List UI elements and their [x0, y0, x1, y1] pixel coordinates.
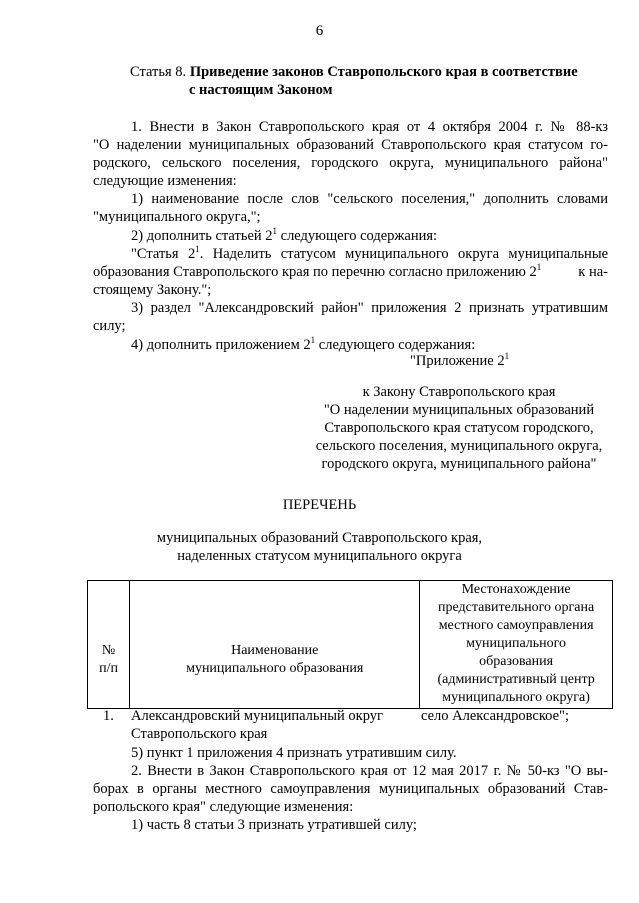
header-location: Местонахождение представительного органа местного самоуправления муниципального образования (административный центр муниципального округа) [437, 582, 595, 705]
superscript: 1 [310, 335, 316, 345]
para1-line: следующие изменения: [93, 173, 237, 189]
header-number: № п/п [99, 643, 119, 676]
table-row-number: 1. [103, 708, 114, 724]
item4-text: следующего содержания: [315, 337, 476, 353]
table-row-name: Александровский муниципальный округ Ставропольского края [131, 708, 383, 742]
superscript: 1 [536, 262, 542, 272]
article-heading [130, 63, 578, 81]
table-header-cell [130, 581, 420, 709]
quote-text [93, 263, 541, 281]
quote-text: "Статья 2 [131, 246, 196, 262]
table-header-row [88, 581, 613, 709]
quote-text: образования Ставропольского края по перечню согласно приложению 2 [93, 264, 537, 280]
municipal-table [87, 580, 613, 709]
item3-line2: силу; [93, 318, 126, 334]
quote-line1 [131, 245, 608, 263]
item2-text: 2) дополнить статьей 2 [131, 228, 273, 244]
appendix-line: Ставропольского края статусом городского, [324, 420, 594, 436]
quote-text: к на- [578, 264, 608, 280]
header-name: Наименование муниципального образования [186, 643, 364, 676]
item2-text: следующего содержания: [277, 228, 438, 244]
table-header-cell [420, 581, 613, 709]
list-title: ПЕРЕЧЕНЬ [282, 497, 357, 513]
superscript: 1 [195, 244, 200, 254]
item5-line: 5) пункт 1 приложения 4 признать утратившим силу. [131, 745, 457, 761]
item1-line1: 1) наименование после слов "сельского поселения," дополнить словами [131, 191, 608, 207]
para2-line: 2. Внести в Закон Ставропольского края от 12 мая 2017 г. № 50-кз "О вы- [131, 763, 608, 779]
item3-line1: 3) раздел "Александровский район" приложения 2 признать утратившим [131, 300, 608, 316]
superscript: 1 [504, 351, 510, 361]
para2-item1: 1) часть 8 статьи 3 признать утратившей силу; [131, 817, 417, 833]
article-title-line1: Приведение законов Ставропольского края в соответствие [189, 64, 578, 80]
list-subtitle-line: наделенных статусом муниципального округа [177, 548, 462, 564]
item1-line2: "муниципального округа,"; [93, 209, 261, 225]
article-label: Статья 8. [130, 64, 187, 80]
appendix-line: сельского поселения, муниципального округа, [315, 438, 603, 454]
quote-text: . Наделить статусом муниципального округа муниципальные [199, 246, 608, 262]
appendix-line: "О наделении муниципальных образований [323, 402, 595, 418]
appendix-label [410, 352, 509, 370]
para2-line: ропольского края" следующие изменения: [93, 799, 354, 815]
table-header-cell [88, 581, 130, 709]
page-number: 6 [315, 23, 324, 39]
quote-line3: стоящему Закону."; [93, 282, 212, 298]
appendix-line: городского округа, муниципального района" [321, 456, 597, 472]
item4-text: 4) дополнить приложением 2 [131, 337, 311, 353]
table-row-location: село Александровское"; [421, 708, 569, 724]
quote-line2 [93, 263, 608, 281]
item2-line [131, 227, 437, 245]
para1-line: "О наделении муниципальных образований Ставропольского края статусом го- [93, 137, 608, 153]
appendix-label-text: "Приложение 2 [410, 353, 505, 369]
para1-line: 1. Внести в Закон Ставропольского края от 4 октября 2004 г. № 88-кз [131, 119, 608, 135]
list-subtitle-line: муниципальных образований Ставропольского края, [156, 530, 483, 546]
superscript: 1 [272, 226, 278, 236]
para1-line: родского, сельского поселения, городского округа, муниципального района" [93, 155, 608, 171]
article-title-line2: с настоящим Законом [189, 82, 333, 98]
appendix-line: к Закону Ставропольского края [362, 384, 556, 400]
para2-line: борах в органы местного самоуправления муниципальных образований Став- [93, 781, 608, 797]
